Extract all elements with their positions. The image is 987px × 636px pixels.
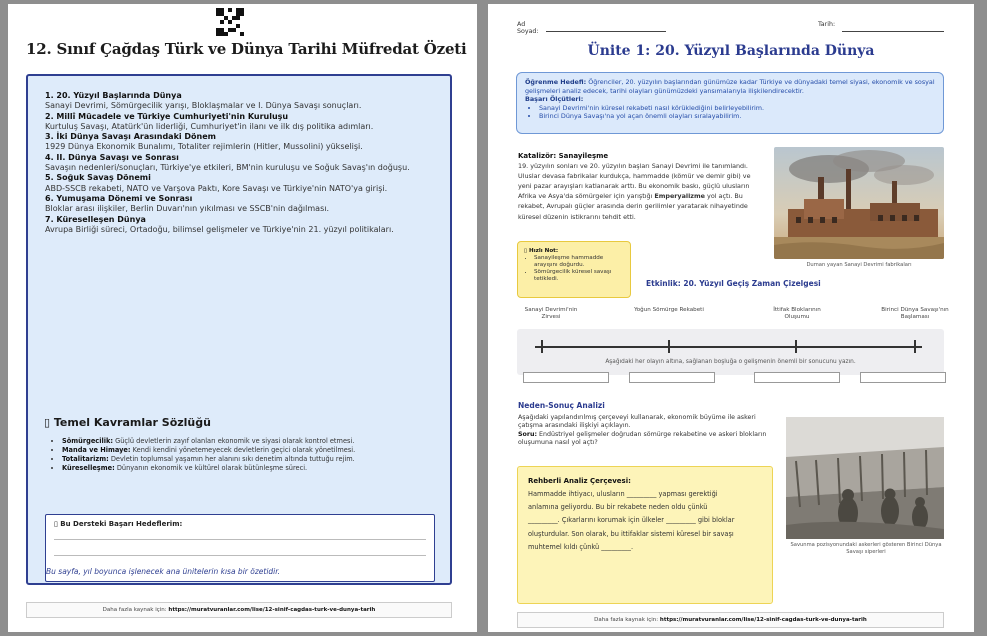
glossary-item xyxy=(62,437,444,446)
glossary-definition: Kendi kendini yönetemeyecek devletlerin geçici olarak yönetilmesi. xyxy=(132,446,356,454)
glossary-definition: Devletin toplumsal yaşamın her alanını sıkı denetim altında tuttuğu rejim. xyxy=(110,455,355,463)
unit-title: 3. İki Dünya Savaşı Arasındaki Dönem xyxy=(45,132,217,142)
footer-link[interactable]: https://muratvuranlar.com/lise/12-sinif-cagdas-turk-ve-dunya-tarih xyxy=(168,607,376,613)
quick-note-item: • Sömürgecilik küresel savaşı tetikledi. xyxy=(534,269,624,283)
page-title: 12. Sınıf Çağdaş Türk ve Dünya Tarihi Müfredat Özeti xyxy=(26,40,467,58)
timeline-heading: Etkinlik: 20. Yüzyıl Geçiş Zaman Çizelgesi xyxy=(646,279,821,288)
timeline-event-label: Yoğun Sömürge Rekabeti xyxy=(634,307,704,313)
unit-description: Kurtuluş Savaşı, Atatürk'ün liderliği, Cumhuriyet'in ilanı ve ilk dış politika adımları. xyxy=(45,121,374,131)
trench-photo xyxy=(786,417,944,539)
question-text: Endüstriyel gelişmeler doğrudan sömürge rekabetine ve askeri blokların oluşumuna nasıl yol açtı? xyxy=(518,430,767,447)
guided-line: anlamına geliyordu. Bu bir rekabete neden oldu çünkü xyxy=(528,503,708,512)
factory-photo xyxy=(774,147,944,259)
timeline-answer-input[interactable] xyxy=(860,372,946,383)
glossary-term: Küreselleşme: xyxy=(62,464,115,472)
timeline-tick xyxy=(795,340,797,353)
guided-line: Hammadde ihtiyacı, ulusların _________ yapması gerektiği xyxy=(528,490,718,498)
cause-effect-heading: Neden-Sonuç Analizi xyxy=(518,401,605,410)
timeline-instruction: Aşağıdaki her olayın altına, sağlanan boşluğa o gelişmenin önemli bir sonucunu yazın. xyxy=(605,359,856,365)
date-label: Tarih: xyxy=(818,21,836,28)
footer xyxy=(517,612,944,628)
glossary-item xyxy=(62,464,444,473)
goals-box xyxy=(45,514,435,582)
timeline-answer-input[interactable] xyxy=(523,372,609,383)
catalyst-section xyxy=(518,151,756,222)
timeline-answer-input[interactable] xyxy=(754,372,840,383)
guided-line: muhtemel kıldı çünkü _________. xyxy=(528,542,634,551)
curriculum-summary-box xyxy=(26,74,452,585)
guided-analysis-box xyxy=(517,466,773,604)
name-label: Ad Soyad: xyxy=(517,21,539,36)
footer-prefix: Daha fazla kaynak için: xyxy=(594,617,659,623)
timeline-answer-input[interactable] xyxy=(629,372,715,383)
goals-note: Bu sayfa, yıl boyunca işlenecek ana ünitelerin kısa bir özetidir. xyxy=(46,567,284,576)
unit-worksheet-page xyxy=(488,4,974,632)
catalyst-text-end: yol açtı. Bu rekabet, Avrupalı güçler arasında derin gerilimler yaratarak nihayetinde küresel düzenin istikrarını tehdit etti. xyxy=(518,192,748,221)
unit-title: 2. Millî Mücadele ve Türkiye Cumhuriyeti'nin Kuruluşu xyxy=(45,111,289,121)
timeline-axis xyxy=(535,346,922,348)
glossary-term: Manda ve Himaye: xyxy=(62,446,131,454)
name-field[interactable] xyxy=(546,31,666,32)
cause-effect-text xyxy=(518,414,774,448)
unit-description: Savaşın nedenleri/sonuçları, Türkiye'ye etkileri, BM'nin kuruluşu ve Soğuk Savaş'ın doğuşu. xyxy=(45,163,410,173)
summary-page xyxy=(8,4,477,632)
footer-link[interactable]: https://muratvuranlar.com/lise/12-sinif-cagdas-turk-ve-dunya-tarih xyxy=(659,617,867,623)
criteria-label: Başarı Ölçütleri: xyxy=(525,95,584,103)
learning-goal-text: Öğrenciler, 20. yüzyılın başlarından günümüze kadar Türkiye ve dünyadaki temel siyasi, ekonomik ve sosyal gelişmeleri analiz edecek, tarihi olayları günümüzdeki yansımalarıyla ilişkilendirecektir. xyxy=(525,78,935,95)
unit-title: 7. Küreselleşen Dünya xyxy=(45,214,146,224)
glossary-definition: Dünyanın ekonomik ve kültürel olarak bütünleşme süreci. xyxy=(116,464,308,472)
timeline-event-label: İttifak Bloklarının Oluşumu xyxy=(773,307,821,320)
catalyst-heading: Katalizör: Sanayileşme xyxy=(518,152,609,160)
timeline xyxy=(517,329,944,375)
units-list xyxy=(45,91,440,235)
glossary-section xyxy=(44,416,444,473)
unit-title: Ünite 1: 20. Yüzyıl Başlarında Dünya xyxy=(587,43,875,59)
cause-effect-intro: Aşağıdaki yapılandırılmış çerçeveyi kullanarak, ekonomik büyüme ile askeri çatışma arasındaki ilişkiyi açıklayın. xyxy=(518,414,756,430)
unit-title: 4. II. Dünya Savaşı ve Sonrası xyxy=(45,152,179,162)
timeline-tick xyxy=(541,340,543,353)
criteria-item: • Birinci Dünya Savaşı'na yol açan önemli olayları sıralayabilirim. xyxy=(539,112,935,121)
goals-heading: ▯ Bu Dersteki Başarı Hedeflerim: xyxy=(54,520,183,528)
footer-prefix: Daha fazla kaynak için: xyxy=(102,607,167,613)
timeline-event-label: Birinci Dünya Savaşı'nın Başlaması xyxy=(881,307,949,320)
date-field[interactable] xyxy=(842,31,944,32)
glossary-definition: Güçlü devletlerin zayıf olanları ekonomik ve siyasi olarak kontrol etmesi. xyxy=(115,437,355,445)
timeline-event-label: Sanayi Devrimi'nin Zirvesi xyxy=(524,307,578,320)
glossary-heading: ▯ Temel Kavramlar Sözlüğü xyxy=(44,416,211,429)
unit-description: Bloklar arası ilişkiler, Berlin Duvarı'nın yıkılması ve SSCB'nin dağılması. xyxy=(45,204,330,214)
catalyst-emphasis: Emperyalizme xyxy=(654,192,706,201)
timeline-tick xyxy=(668,340,670,353)
unit-title: 6. Yumuşama Dönemi ve Sonrası xyxy=(45,193,193,203)
glossary-term: Sömürgecilik: xyxy=(62,437,113,445)
quick-note xyxy=(517,241,631,298)
guided-line: oluşturdular. Son olarak, bu ittifaklar sistemi küresel bir savaşı xyxy=(528,529,734,538)
guided-line: _________. Çıkarlarını korumak için ülkeler _________ gibi bloklar xyxy=(528,516,735,525)
glossary-item xyxy=(62,455,444,464)
footer xyxy=(26,602,452,618)
glossary-list xyxy=(44,437,444,473)
unit-description: Avrupa Birliği süreci, Ortadoğu, bilimsel gelişmeler ve Türkiye'nin 21. yüzyıl politikaları. xyxy=(45,224,394,234)
goal-write-line[interactable] xyxy=(54,539,426,540)
timeline-tick xyxy=(914,340,916,353)
unit-description: Sanayi Devrimi, Sömürgecilik yarışı, Bloklaşmalar ve I. Dünya Savaşı sonuçları. xyxy=(45,101,362,111)
guided-analysis-heading: Rehberli Analiz Çerçevesi: xyxy=(528,477,631,485)
unit-description: 1929 Dünya Ekonomik Bunalımı, Totaliter rejimlerin (Hitler, Mussolini) yükselişi. xyxy=(45,142,363,152)
quick-note-item: • Sanayileşme hammadde arayışını doğurdu. xyxy=(534,255,624,269)
criteria-item: • Sanayi Devrimi'nin küresel rekabeti nasıl körüklediğini belirleyebilirim. xyxy=(539,104,935,113)
glossary-item xyxy=(62,446,444,455)
learning-goal-box xyxy=(516,72,944,134)
unit-title: 1. 20. Yüzyıl Başlarında Dünya xyxy=(45,91,182,100)
qr-code-icon xyxy=(216,8,244,36)
quick-note-heading: ▯ Hızlı Not: xyxy=(524,248,559,254)
photo2-caption: Savunma pozisyonundaki askerleri gösteren Birinci Dünya Savaşı siperleri xyxy=(790,542,942,555)
catalyst-text: 19. yüzyılın sonları ve 20. yüzyılın başları Sanayi Devrimi ile tanımlandı. Uluslar devasa fabrikalar kurdukça, hammadde (kömür ve demir gibi) ve yeni pazar arayışları katlanarak arttı. Bu ekonomik baskı, güçlü ulusların Afrika ve Asya'da sömürgeler için yarıştığı xyxy=(518,162,751,201)
unit-title: 5. Soğuk Savaş Dönemi xyxy=(45,173,151,183)
goal-write-line[interactable] xyxy=(54,555,426,556)
unit-description: ABD-SSCB rekabeti, NATO ve Varşova Paktı, Kore Savaşı ve Türkiye'nin NATO'ya girişi. xyxy=(45,183,388,193)
learning-goal-label: Öğrenme Hedefi: xyxy=(525,78,587,86)
glossary-term: Totalitarizm: xyxy=(62,455,109,463)
question-label: Soru: xyxy=(518,430,537,438)
photo1-caption: Duman yayan Sanayi Devrimi fabrikaları xyxy=(806,262,912,268)
